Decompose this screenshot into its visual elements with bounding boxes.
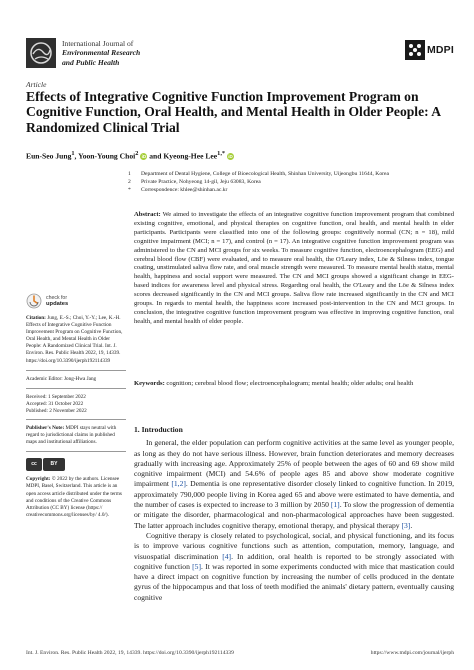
author-affiliation-mark: 2 xyxy=(135,150,139,157)
journal-name xyxy=(62,39,140,67)
accepted-date: Accepted: 31 October 2022 xyxy=(26,400,84,407)
article-info-sidebar xyxy=(26,293,126,524)
check-updates-label xyxy=(46,295,68,307)
citation-link[interactable]: [3] xyxy=(401,520,411,530)
citation xyxy=(26,315,126,365)
check-updates-line2: updates xyxy=(46,301,69,307)
author-name: Yoon-Young Choi xyxy=(78,151,136,161)
footer-journal-url[interactable]: https://www.mdpi.com/journal/ijerph xyxy=(370,650,454,656)
correspondence-item xyxy=(128,186,458,194)
author-name: Kyeong-Hee Lee xyxy=(163,151,218,161)
section-heading: 1. Introduction xyxy=(134,425,183,434)
copyright-text: © 2022 by the authors. Licensee MDPI, Basel, Switzerland. This article is an open access article distributed under the terms and conditions of the Creative Commons Attribution (CC BY) license (https:// creativecommons.org/licenses/by/ 4.0/). xyxy=(26,476,122,518)
received-date: Received: 1 September 2022 xyxy=(26,393,86,400)
author-separator: and xyxy=(147,151,164,161)
check-updates-line1: check for xyxy=(46,295,68,301)
paragraph xyxy=(134,531,454,603)
citation-link[interactable]: [1] xyxy=(330,500,340,510)
paragraph-text: . In addition, oral health is reported to be strongly associated with cognitive function xyxy=(134,551,454,571)
sidebar-divider xyxy=(26,370,126,371)
author-separator: , xyxy=(74,151,79,161)
journal-logo-icon xyxy=(26,38,56,68)
author-affiliation-mark: 1 xyxy=(71,150,75,157)
page-footer xyxy=(26,650,454,656)
abstract xyxy=(134,211,454,327)
article-type-label: Article xyxy=(26,80,47,89)
affiliation-item xyxy=(128,178,458,186)
affiliation-mark: 2 xyxy=(128,179,131,185)
author-affiliation-mark: 1,* xyxy=(217,150,226,157)
journal-name-line1: International Journal of xyxy=(62,39,134,48)
abstract-text: We aimed to investigate the effects of an integrative cognitive function improvement program that combined existing cognitive, emotional, and physical therapies on cognitive function, oral health, and mental health in elder participants. Participants were classified into one of the following groups: cognitively normal (CN; n = 18), mild cognitive impairment (MCI; n = 17), and control (n = 17). An integrative cognitive function improvement program was administered to the CN and MCI groups for six weeks. To measure cognitive function, electroencephalogram (EEG) and cerebral blood flow (CBF) were evaluated, and to measure oral health, the O'Leary index, Löe & Silness index, tongue coating, unstimulated saliva flow rate, and oral muscle strength were measured. To measure mental health status, mental health, happiness and social support were measured. The CN and MCI groups showed a significant change in EEG-based indices for awareness level and physical stress. Regarding oral health, the O'Leary and the Löe & Silness index scores decreased significantly in the CN and MCI groups. Saliva flow rate increased significantly in the CN and MCI groups. In regards to mental health, the happiness score increased post-intervention in the CN and MCI groups. In conclusion, the integrative cognitive function improvement program was effective in improving cognitive function, oral health, and mental health of elder people. xyxy=(134,211,454,325)
citation-text: Jung, E.-S.; Choi, Y.-Y.; Lee, K.-H. Effects of Integrative Cognitive Function Improvement Program on Cognitive Function, Oral Health, and Mental Health in Older People: A Randomized Clinical Trial. Int. J. Environ. Res. Public Health 2022, 19, 14339. https://doi.org/10.3390/ijerph192114339 xyxy=(26,315,123,364)
orcid-icon[interactable]: iD xyxy=(141,154,147,160)
copyright-label: Copyright: xyxy=(26,476,51,483)
academic-editor: Academic Editor: Jong-Hwa Jang xyxy=(26,375,97,382)
abstract-label: Abstract: xyxy=(134,211,161,218)
publisher-note xyxy=(26,425,126,446)
introduction-section xyxy=(134,425,454,603)
citation-label: Citation: xyxy=(26,315,46,321)
citation-link[interactable]: [5] xyxy=(192,561,202,571)
paragraph-text: . Dementia is one representative disorder closely linked to cognitive function. In 2019, approximately 790,000 people living in Korea aged 65 and above were estimated to have dementia, and the number of cases is expected to increase to 3 million by 2050 xyxy=(134,479,455,510)
published-date: Published: 2 November 2022 xyxy=(26,407,87,414)
paragraph-text: Cognitive therapy is closely related to psychological, social, and physical functioning, and its focus is to improve various cognitive functions such as attention, computation, memory, language, and visuospatial discrimination xyxy=(134,530,454,561)
keywords xyxy=(134,380,454,389)
paragraph-text: . xyxy=(410,520,413,530)
journal-name-line2: Environmental Research xyxy=(62,48,141,58)
copyright xyxy=(26,476,126,519)
cc-by-icon: BY xyxy=(43,458,65,471)
publisher-note-label: Publisher's Note: xyxy=(26,425,65,432)
paragraph-text: . It was reported in some experiments conducted with mice that mastication could have a direct impact on cognitive function by increasing the number of cells produced in the dentate gyrus of the hippocampus and that loss of teeth modified the animals' dietary pattern, eventually causing cognitive xyxy=(134,561,454,602)
orcid-icon[interactable]: iD xyxy=(228,154,233,160)
mdpi-logo xyxy=(405,40,454,60)
sidebar-divider xyxy=(26,451,126,452)
affiliation-item xyxy=(128,170,458,178)
author-list xyxy=(26,150,454,161)
cc-icon: cc xyxy=(26,458,42,471)
journal-header xyxy=(26,38,454,74)
sidebar-divider xyxy=(26,388,126,389)
keywords-label: Keywords: xyxy=(134,380,165,387)
affiliations xyxy=(128,170,458,194)
paragraph-text: In general, the elder population can perform cognitive activities at the same level as younger people, as long as they do not have serious illness. However, brain function deteriorates and memory decreases gradually with increasing age. Approximately 25% of people between the ages of 60 and 69 show mild cognitive impairment (MCI) and 54.6% of people ages 85 and above show moderate cognitive impairment xyxy=(134,438,454,489)
paragraph-text: . To slow the progression of dementia or mitigate the disorder, pharmacological and non-pharmacological approaches have been suggested. The latter approach includes cognitive therapy, emotional therapy, and physical therapy xyxy=(134,500,454,530)
citation-link[interactable]: [4] xyxy=(222,551,232,561)
journal-name-line3: and Public Health xyxy=(62,57,120,67)
keywords-text: cognition; cerebral blood flow; electroencephalogram; mental health; older adults; oral health xyxy=(164,380,414,387)
sidebar-divider xyxy=(26,419,126,420)
paragraph xyxy=(134,438,454,531)
author-name: Eun-Seo Jung xyxy=(26,151,72,161)
cc-license-badge[interactable] xyxy=(26,458,126,471)
footer-citation: Int. J. Environ. Res. Public Health 2022, 19, 14339. https://doi.org/10.3390/ijerph192114339 xyxy=(26,650,234,656)
affiliation-mark: 1 xyxy=(128,171,131,177)
affiliation-text: Private Practice, Nohyeong 14-gil, Jeju 63083, Korea xyxy=(141,179,261,185)
affiliation-text: Department of Dental Hygiene, College of Bioecological Health, Shinhan University, Uijeongbu 11644, Korea xyxy=(141,171,389,177)
mdpi-logo-icon xyxy=(405,40,425,60)
publisher-note-text: MDPI stays neutral with regard to jurisdictional claims in published maps and institutional affiliations. xyxy=(26,425,117,446)
mdpi-logo-text: MDPI xyxy=(426,44,454,56)
affiliation-mark: * xyxy=(128,187,131,193)
paper-title: Effects of Integrative Cognitive Function Improvement Program on Cognitive Function, Oral Health, and Mental Health in Older People: A Randomized Clinical Trial xyxy=(26,89,441,135)
correspondence-text: Correspondence: khlee@shinhan.ac.kr xyxy=(141,187,228,193)
check-for-updates[interactable] xyxy=(26,293,126,309)
citation-link[interactable]: [1,2] xyxy=(171,479,186,489)
check-updates-icon xyxy=(26,293,42,309)
